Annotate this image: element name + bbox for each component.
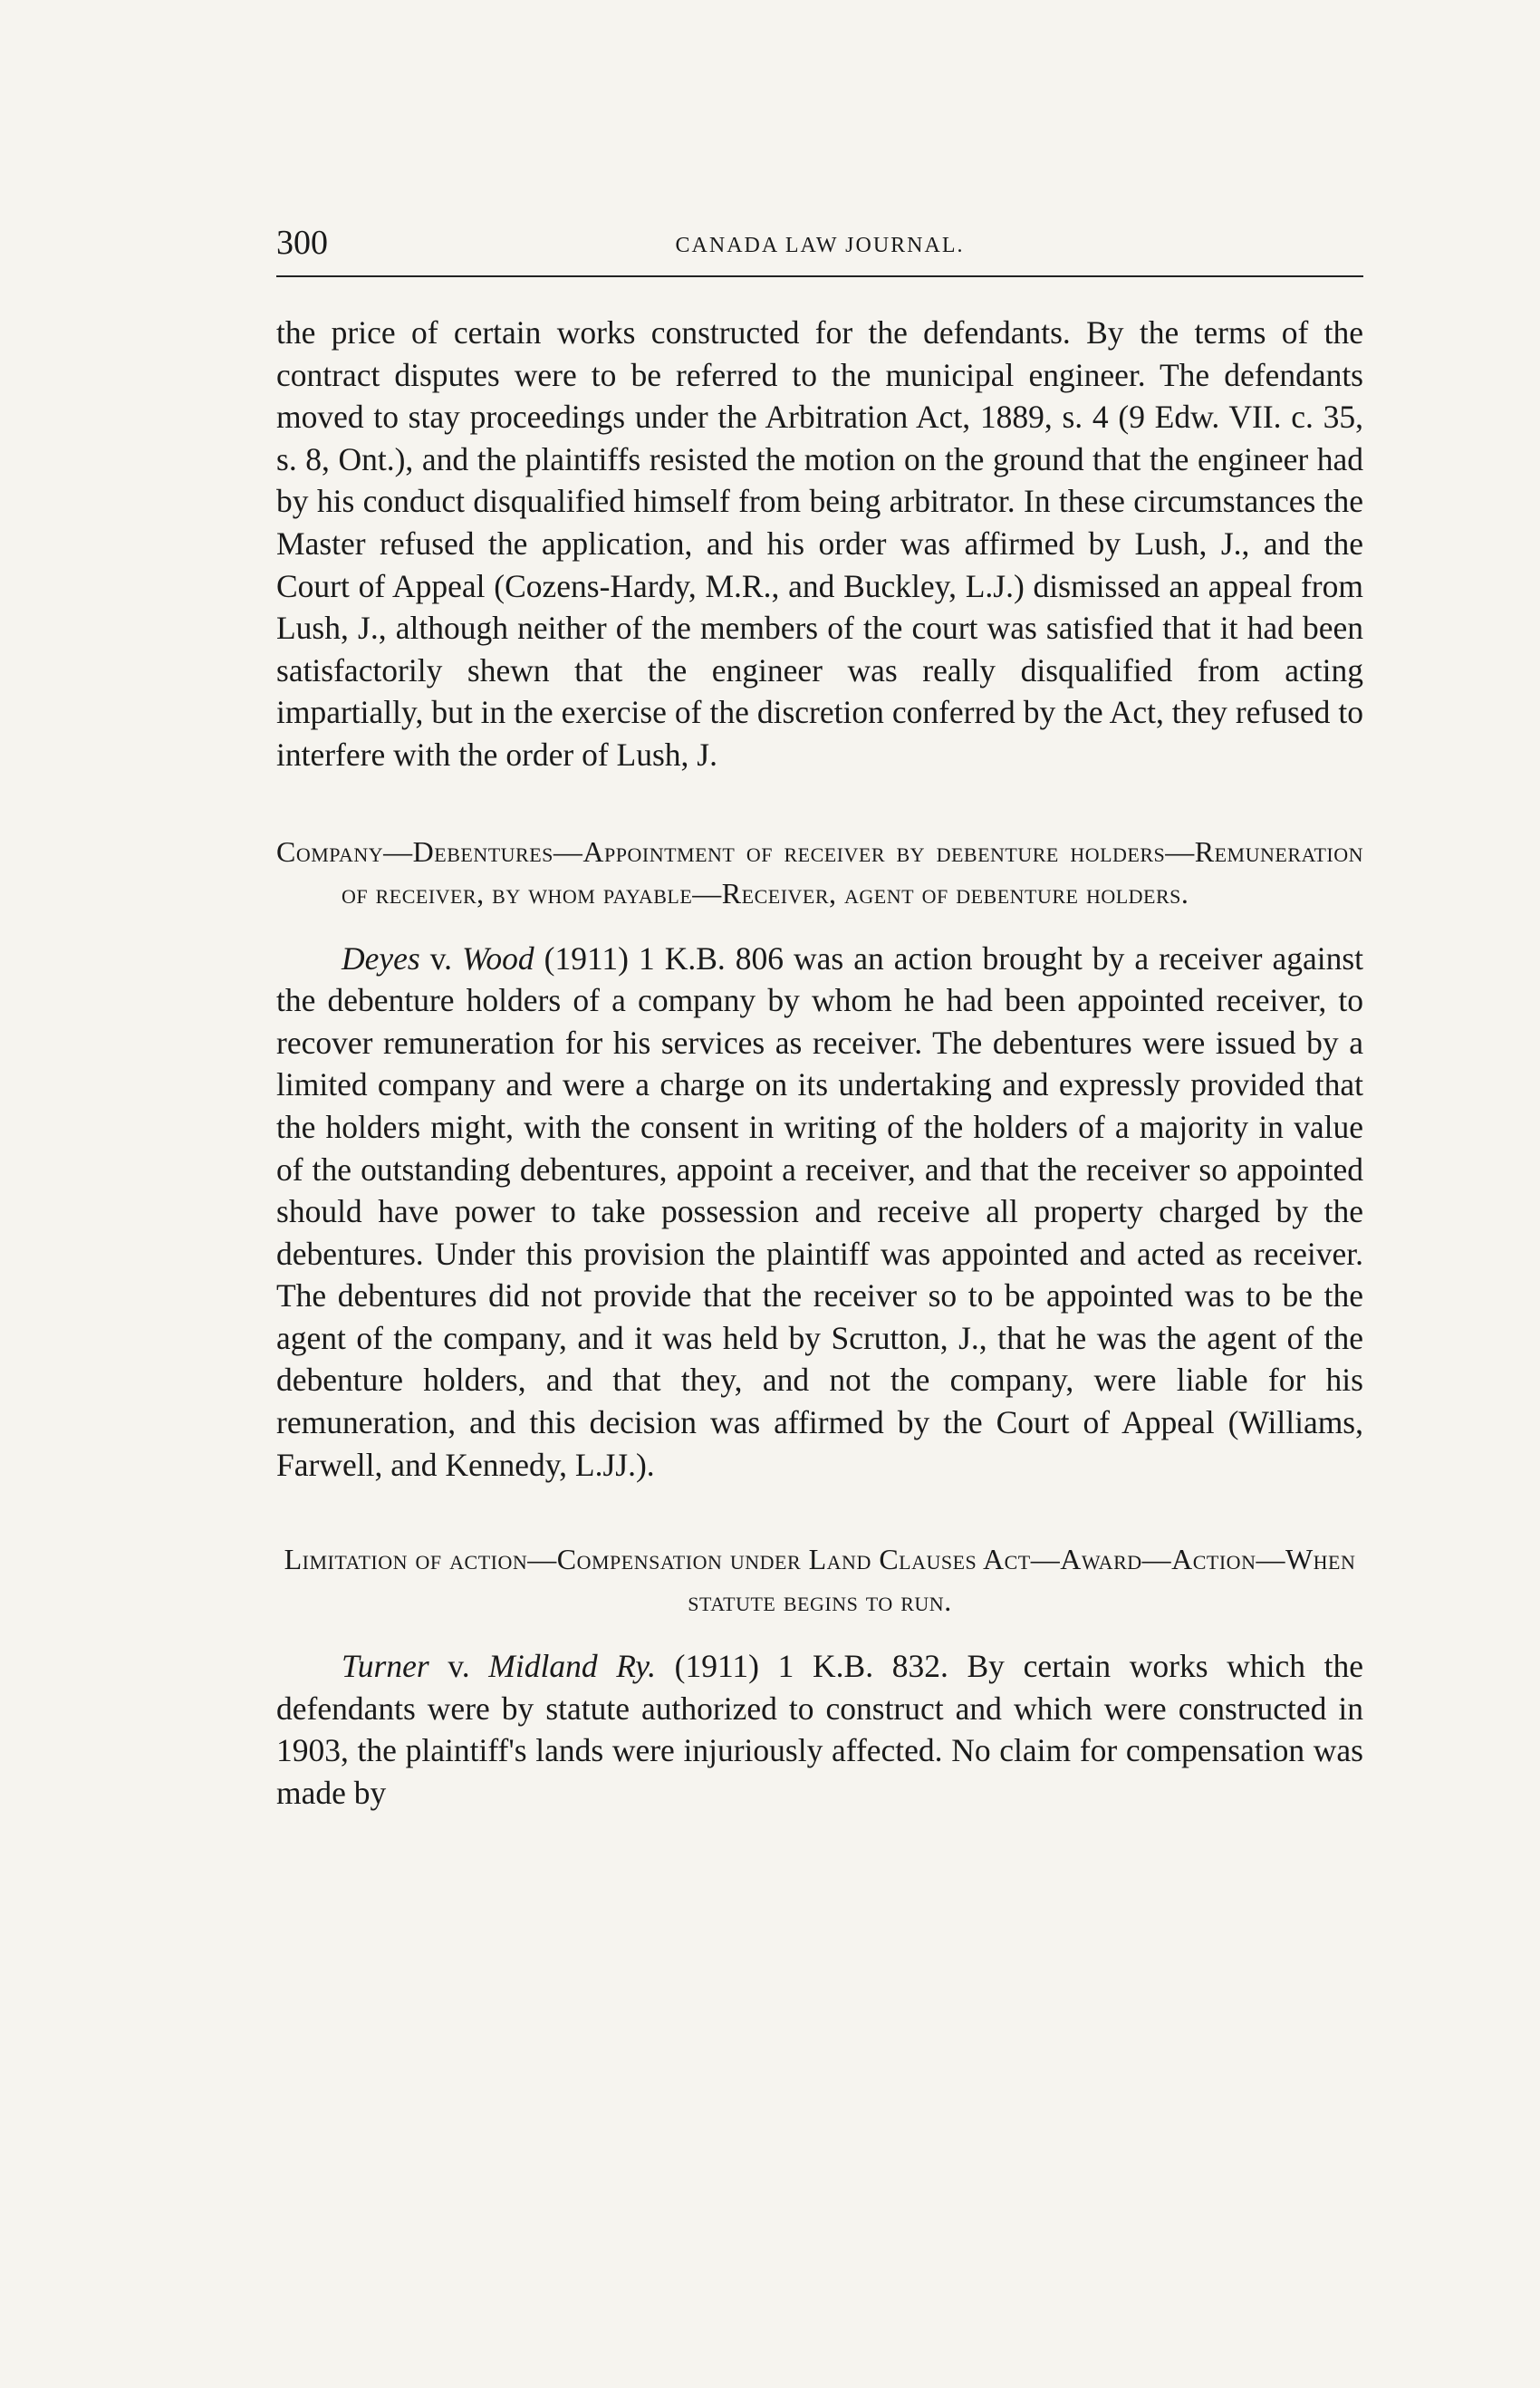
case-name-defendant: Midland Ry. — [488, 1648, 656, 1685]
case-paragraph-turner-v-midland — [276, 1645, 1363, 1814]
page-number: 300 — [276, 224, 328, 262]
page-header — [276, 217, 1363, 272]
body-paragraph: the price of certain works constructed for the defendants. By the terms of the contract disputes were to be referred to the municipal engineer. The defendants moved to stay proceedings under the Arbitration Act, 1889, s. 4 (9 Edw. VII. c. 35, s. 8, Ont.), and the plaintiffs resisted the motion on the ground that the engineer had by his conduct disqualified himself from being arbitrator. In these circumstances the Master refused the application, and his order was affirmed by Lush, J., and the Court of Appeal (Cozens-Hardy, M.R., and Buckley, L.J.) dismissed an appeal from Lush, J., although neither of the members of the court was satisfied that it had been satisfactorily shewn that the engineer was really disqualified from acting impartially, but in the exercise of the discretion conferred by the Act, they refused to interfere with the order of Lush, J. — [276, 314, 1363, 773]
case-name-plaintiff: Turner — [342, 1648, 429, 1685]
case-name-defendant: Wood — [462, 939, 534, 977]
case-versus: v. — [428, 1648, 489, 1685]
case-versus: v. — [419, 939, 463, 977]
page — [276, 217, 1363, 1815]
running-title: CANADA LAW JOURNAL. — [675, 234, 965, 257]
headnote-company-debentures: Company—Debentures—Appointment of receiver by debenture holders—Remuneration of receiver, by whom payable—Receiver, agent of debenture holders. — [276, 834, 1363, 910]
header-rule — [276, 275, 1363, 277]
case-text: (1911) 1 K.B. 832. By certain works which the defendants were by statute authorized to construct and which were constructed in 1903, the plaintiff's lands were injuriously affected. No claim for compensation was made by — [276, 1648, 1363, 1812]
case-name-plaintiff: Deyes — [342, 939, 420, 977]
case-paragraph-deyes-v-wood — [276, 938, 1363, 1487]
headnote-limitation-of-action: Limitation of action—Compensation under Land Clauses Act—Award—Action—When statute begins to run. — [284, 1543, 1356, 1618]
case-text: (1911) 1 K.B. 806 was an action brought by a receiver against the debenture holders of a company by whom he had been appointed receiver, to recover remuneration for his services as receiver. The debentures were issued by a limited company and were a charge on its undertaking and expressly provided that the holders might, with the consent in writing of the holders of a majority in value of the outstanding debentures, appoint a receiver, and that the receiver so appointed should have power to take possession and receive all property charged by the debentures. Under this provision the plaintiff was appointed and acted as receiver. The debentures did not provide that the receiver so to be appointed was to be the agent of the company, and it was held by Scrutton, J., that he was the agent of the debenture holders, and that they, and not the company, were liable for his remuneration, and this decision was affirmed by the Court of Appeal (Williams, Farwell, and Kennedy, L.JJ.). — [276, 939, 1364, 1483]
